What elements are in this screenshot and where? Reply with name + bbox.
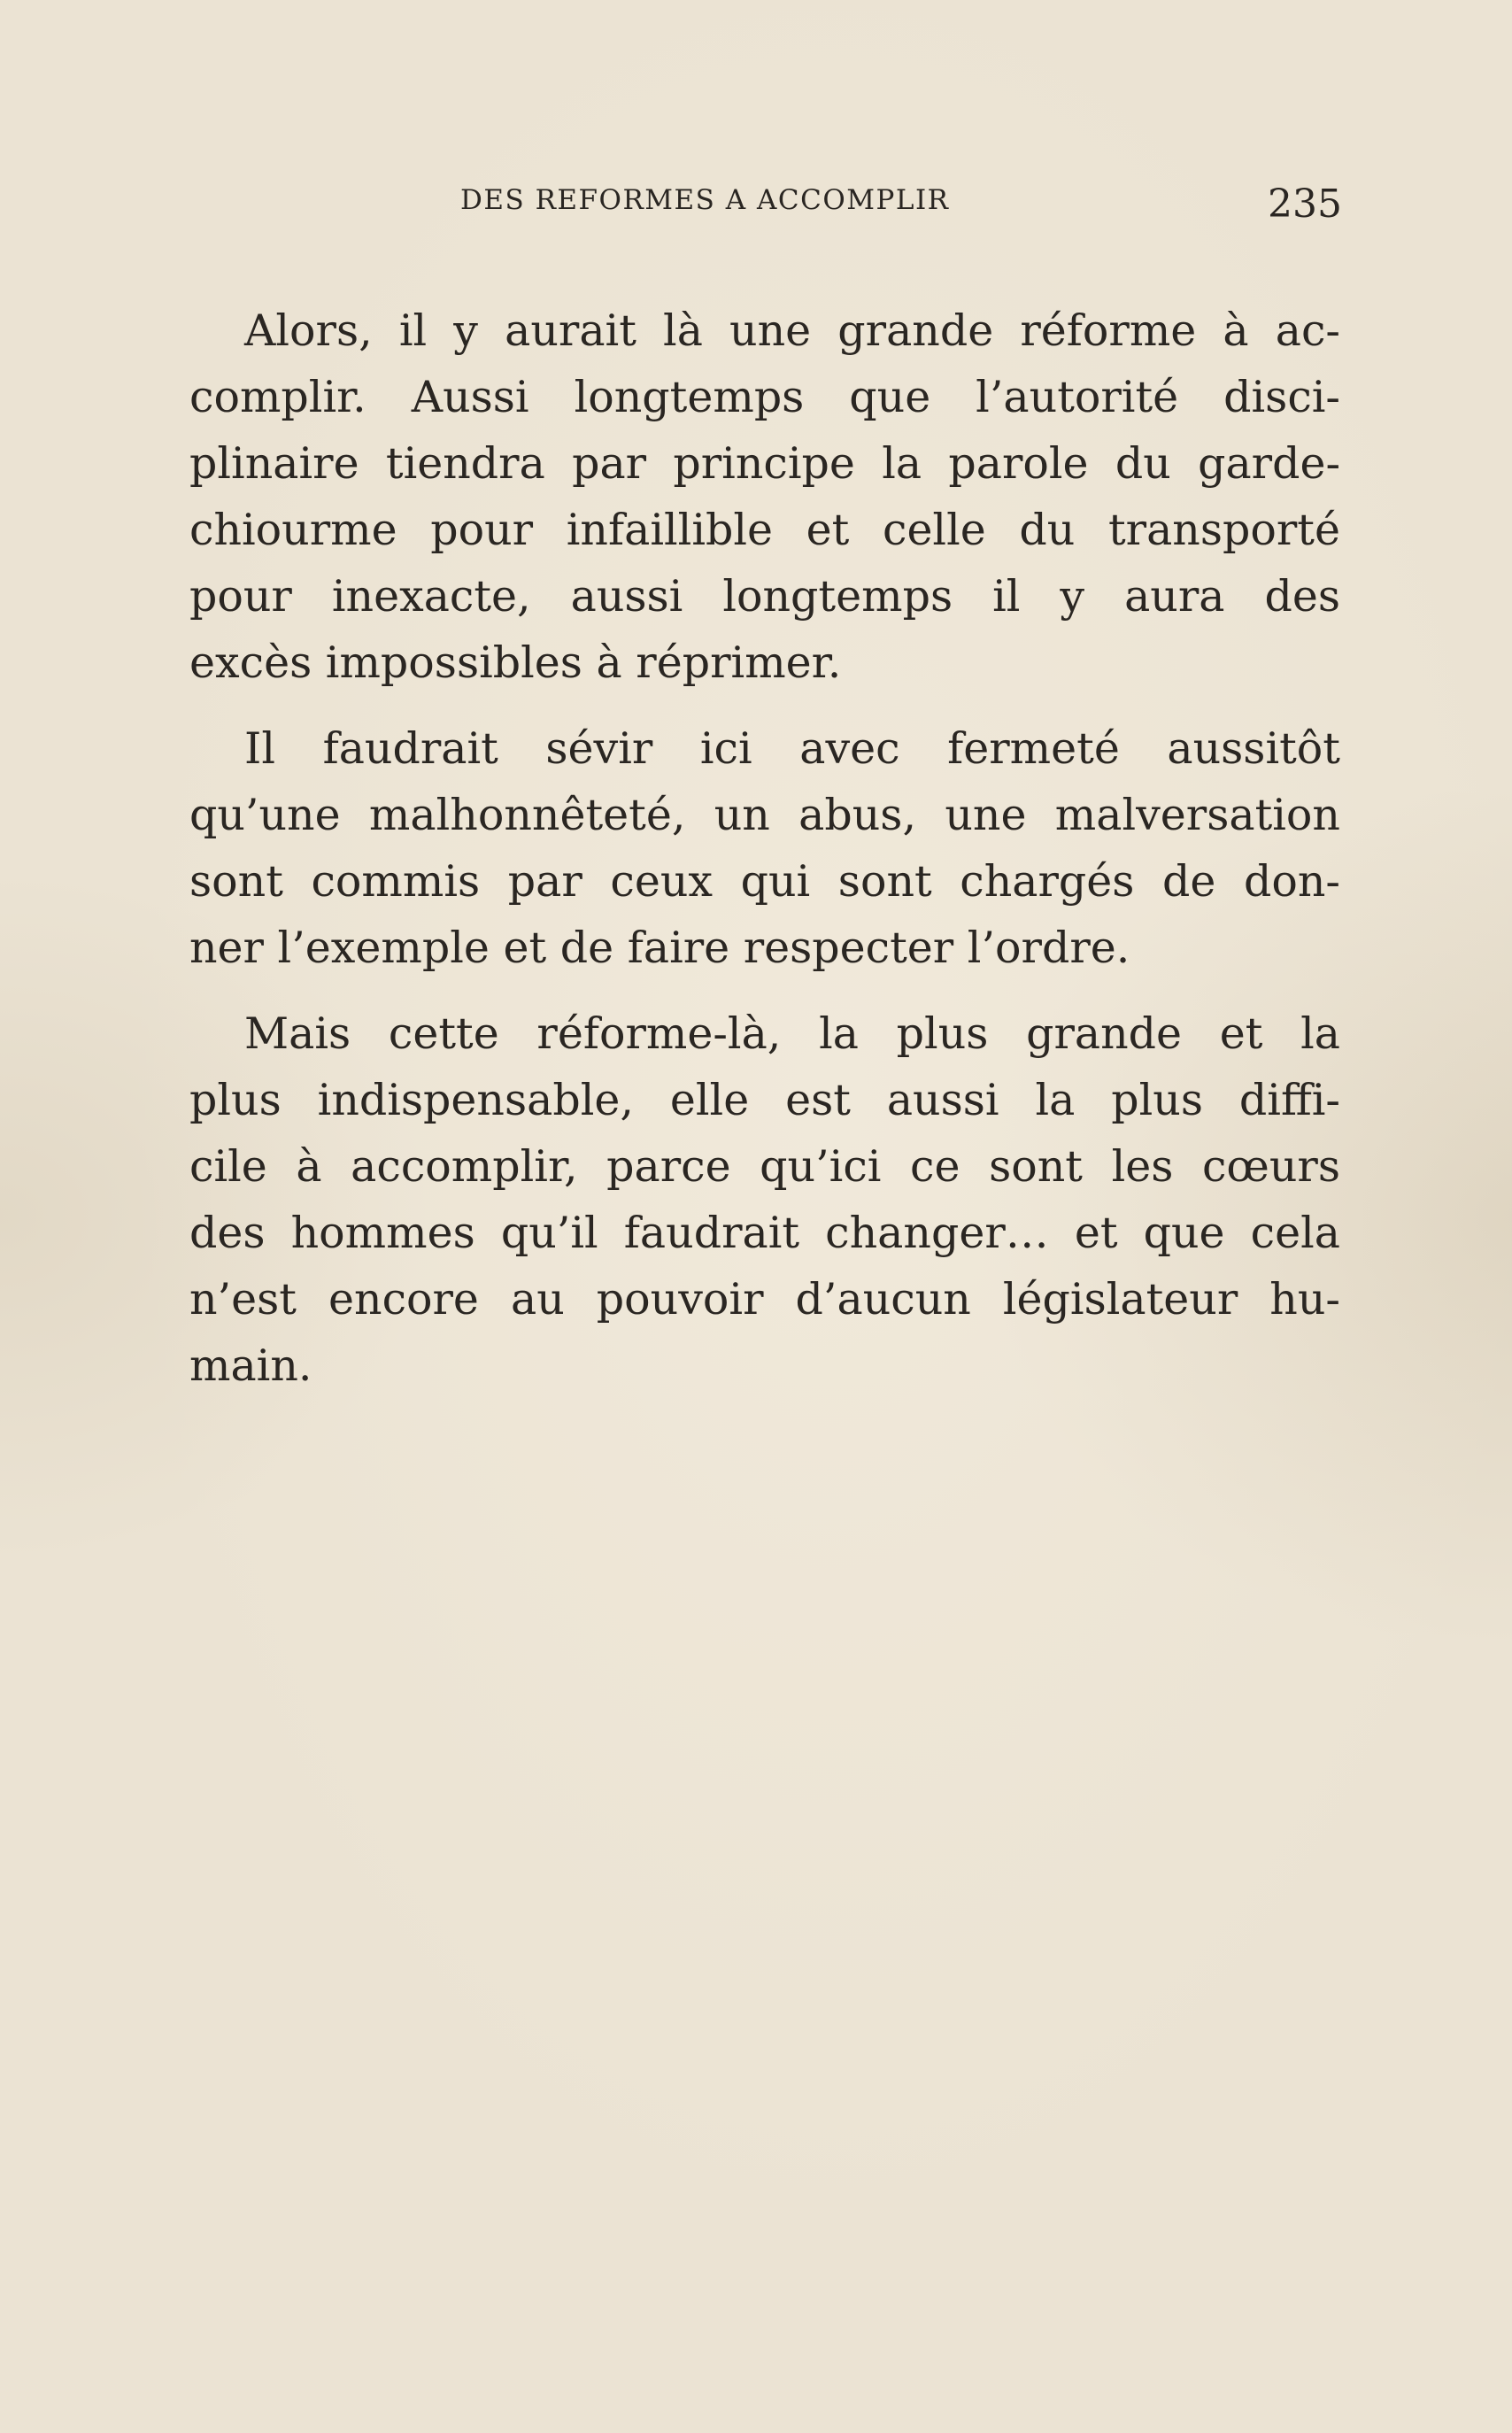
text-line: cile à accomplir, parce qu’ici ce sont les cœurs [189,1141,1340,1192]
running-title: DES REFORMES A ACCOMPLIR [460,184,950,216]
text-line: n’est encore au pouvoir d’aucun législateur hu- [189,1274,1340,1325]
paragraph-1 [189,297,1340,696]
text-line: ner l’exemple et de faire respecter l’ordre. [189,923,1130,973]
paragraph-3 [189,1000,1340,1399]
text-line: qu’une malhonnêteté, un abus, une malversation [189,790,1340,840]
body-text [189,297,1340,1418]
paragraph-2 [189,715,1340,981]
text-line: Il faudrait sévir ici avec fermeté aussitôt [244,723,1340,774]
page-header [0,177,1512,248]
text-line: main. [189,1340,312,1391]
text-line: Alors, il y aurait là une grande réforme à ac- [244,305,1340,356]
text-line: des hommes qu’il faudrait changer… et que cela [189,1208,1340,1258]
page-number: 235 [1268,182,1342,227]
text-line: excès impossibles à réprimer. [189,637,842,688]
text-line: plus indispensable, elle est aussi la plus diffi- [189,1075,1340,1125]
text-line: complir. Aussi longtemps que l’autorité disci- [189,372,1340,422]
text-line: chiourme pour infaillible et celle du transporté [189,505,1340,555]
text-line: Mais cette réforme-là, la plus grande et la [244,1008,1340,1059]
text-line: plinaire tiendra par principe la parole du garde- [189,438,1340,489]
text-line: sont commis par ceux qui sont chargés de don- [189,856,1340,907]
text-line: pour inexacte, aussi longtemps il y aura des [189,571,1340,622]
